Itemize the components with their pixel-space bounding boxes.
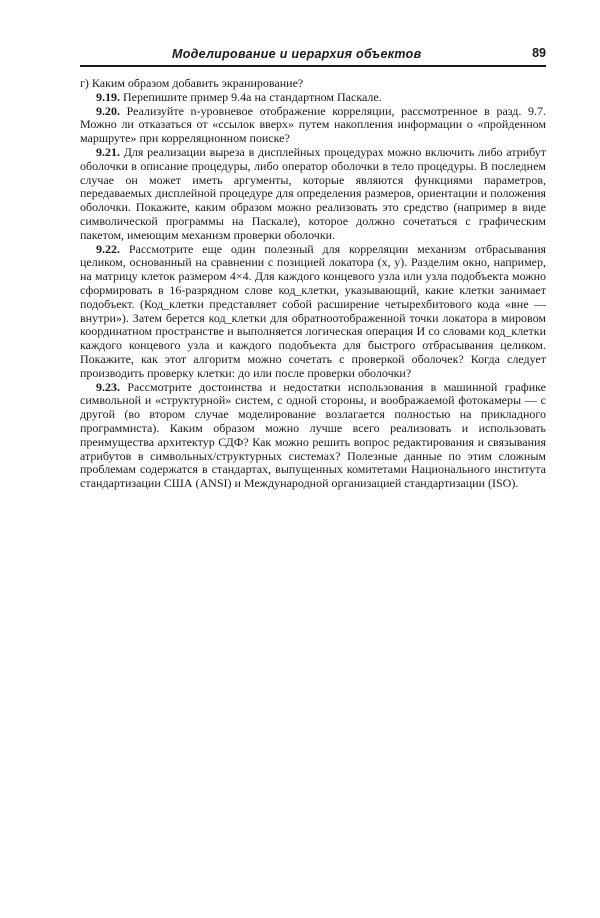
running-head: Моделирование и иерархия объектов: [172, 47, 422, 61]
exercise-number: 9.22.: [96, 241, 120, 256]
exercise-paragraph: [80, 146, 546, 243]
exercise-paragraph: [80, 77, 546, 91]
exercise-paragraph: [80, 243, 546, 381]
exercise-text: Для реализации выреза в дисплейных процедурах можно включить либо атрибут оболочки в описание процедуры, либо оператор оболочки в тело процедуры. В последнем случае он может иметь аргументы, которые являются функциями параметров, передаваемых дисплейной процедуре для определения размеров, ориентации и положения оболочки. Покажите, каким образом можно реализовать это средство (например в виде символической программы на Паскале), которое должно сочетаться с графическим пакетом, имеющим механизм проверки оболочки.: [80, 144, 547, 242]
exercise-text: Перепишите пример 9.4а на стандартном Паскале.: [123, 89, 382, 104]
exercise-number: 9.21.: [96, 144, 120, 159]
exercise-list: [80, 77, 546, 491]
exercise-paragraph: [80, 381, 546, 491]
page-number: 89: [532, 46, 546, 60]
exercise-number: 9.20.: [96, 103, 120, 118]
page-header: [80, 47, 546, 67]
exercise-text: Рассмотрите еще один полезный для корреляции механизм отбрасывания целиком, основанный на сравнении с позицией локатора (x, y). Разделим окно, например, на матрицу клеток размером 4×4. Для каждого концевого узла или узла подобъекта можно сформировать в 16-разрядном слове код_клетки, указывающий, какие клетки занимает подобъект. (Код_клетки представляет собой расширение четырехбитового кода «вне — внутри»). Затем берется код_клетки для обратноотображенной точки локатора в мировом координатном пространстве и выполняется логическая операция И со словами код_клетки каждого концевого узла и каждого подобъекта для быстрого отбрасывания целиком. Покажите, как этот алгоритм можно сочетать с проверкой оболочек? Когда следует производить проверку клетки: до или после проверки оболочки?: [80, 241, 547, 380]
exercise-number: 9.19.: [96, 89, 120, 104]
exercise-text: г) Каким образом добавить экранирование?: [80, 76, 304, 90]
exercise-number: 9.23.: [96, 379, 120, 394]
exercise-paragraph: [80, 105, 546, 146]
exercise-text: Рассмотрите достоинства и недостатки использования в машинной графике символьной и «структурной» систем, с одной стороны, и воображаемой фотокамеры — с другой (во втором случае моделирование возлагается полностью на прикладного программиста). Каким образом можно лучше всего реализовать и использовать преимущества архитектур СДФ? Как можно решить вопрос редактирования и связывания атрибутов в символьных/структурных системах? Полезные данные по этим сложным проблемам содержатся в стандартах, выпущенных комитетами Национального института стандартизации США (ANSI) и Международной организацией стандартизации (ISO).: [80, 379, 546, 491]
exercise-text: Реализуйте n-уровневое отображение корреляции, рассмотренное в разд. 9.7. Можно ли отказаться от «ссылок вверх» путем накопления информации о «пройденном маршруте» при корреляционном поиске?: [80, 103, 547, 146]
exercise-paragraph: [80, 91, 546, 105]
